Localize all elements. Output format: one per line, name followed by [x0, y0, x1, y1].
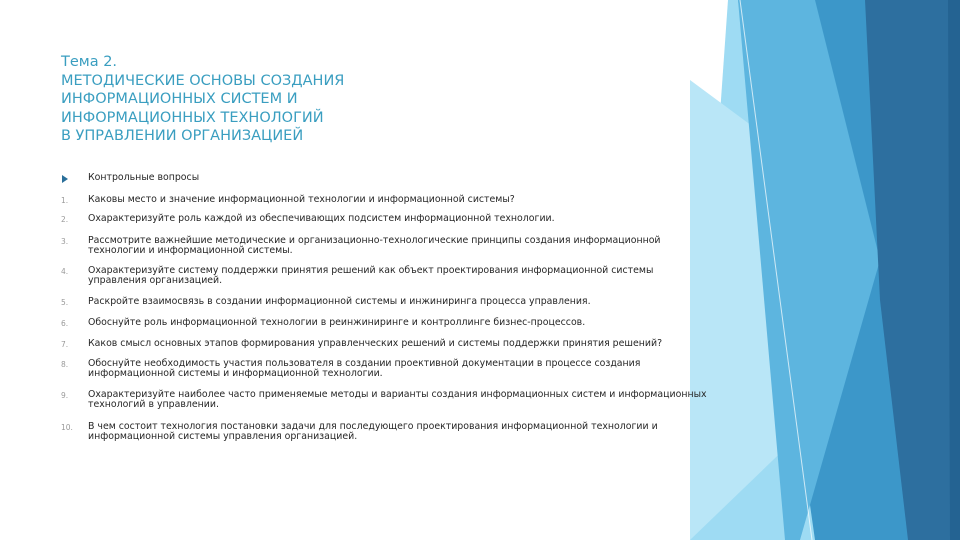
item-number: 2. [61, 215, 69, 224]
item-number: 6. [61, 319, 69, 328]
item-number: 4. [61, 267, 69, 276]
item-number: 8. [61, 360, 69, 369]
item-text: Охарактеризуйте роль каждой из обеспечивающих подсистем информационной технологии. [88, 213, 555, 224]
title-line-topic: Тема 2. [61, 54, 118, 70]
title-line-3: ИНФОРМАЦИОННЫХ ТЕХНОЛОГИЙ [61, 109, 324, 126]
item-text: Каков смысл основных этапов формирования управленческих решений и системы поддержки принятия решений? [88, 338, 663, 349]
item-number: 5. [61, 298, 69, 307]
item-text: Рассмотрите важнейшие методические и организационно-технологические принципы создания информационной технологии и информационной системы. [88, 235, 661, 256]
item-text: Раскройте взаимосвязь в создании информационной системы и инжиниринга процесса управления. [88, 296, 591, 307]
intro-text: Контрольные вопросы [88, 172, 200, 183]
item-number: 3. [61, 237, 69, 246]
item-text: Охарактеризуйте наиболее часто применяемые методы и варианты создания информационных систем и информационных технологий в управлении. [88, 389, 707, 410]
item-number: 7. [61, 340, 69, 349]
title-line-4: В УПРАВЛЕНИИ ОРГАНИЗАЦИЕЙ [61, 128, 304, 144]
item-text: Охарактеризуйте систему поддержки принятия решений как объект проектирования информационной системы управления организацией. [88, 265, 654, 286]
decor-dark-strip [948, 0, 960, 540]
item-number: 10. [61, 423, 73, 432]
item-text: Обоснуйте роль информационной технологии в реинжиниринге и контроллинге бизнес-процессов. [88, 317, 586, 328]
item-number: 9. [61, 391, 69, 400]
item-number: 1. [61, 196, 69, 205]
item-text: Каковы место и значение информационной технологии и информационной системы? [88, 194, 515, 205]
item-text: В чем состоит технология постановки задачи для последующего проектирования информационной технологии и информационной системы управления организацией. [88, 421, 658, 442]
title-line-1: МЕТОДИЧЕСКИЕ ОСНОВЫ СОЗДАНИЯ [61, 72, 345, 89]
title-line-2: ИНФОРМАЦИОННЫХ СИСТЕМ И [61, 91, 298, 107]
item-text: Обоснуйте необходимость участия пользователя в создании проективной документации в процессе создания информационной системы и информационной технологии. [88, 358, 641, 379]
slide-title [61, 53, 621, 146]
arrow-bullet-icon [62, 175, 68, 183]
